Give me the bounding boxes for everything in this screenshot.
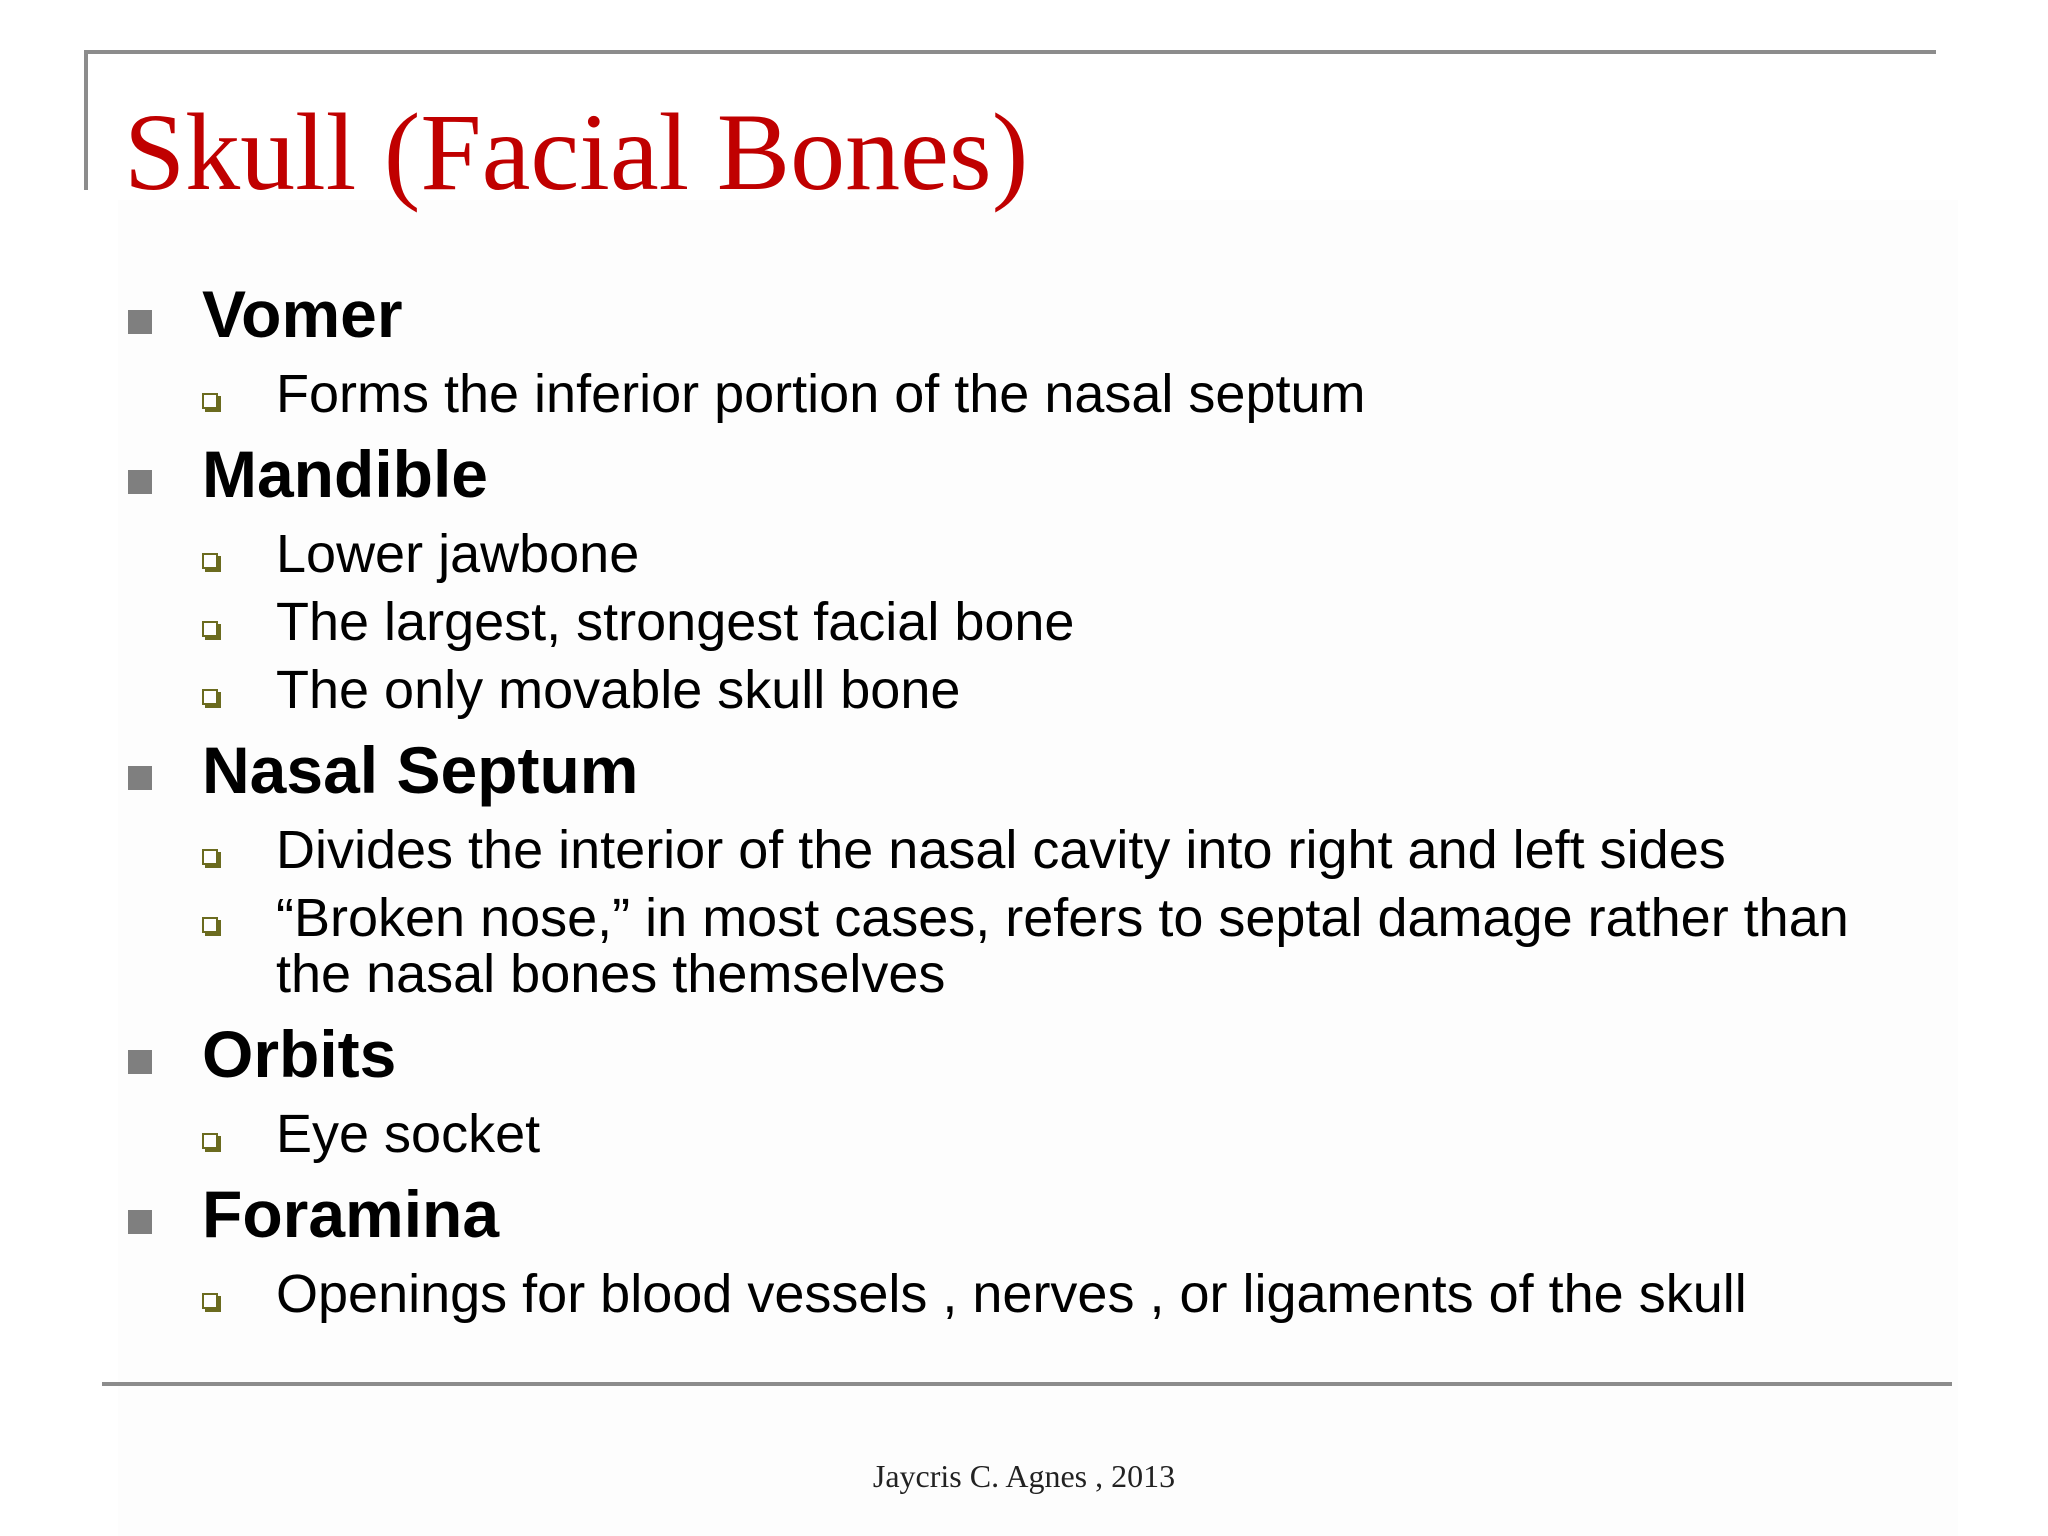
sub-bullet: [124, 662, 1924, 718]
left-rule: [84, 50, 88, 190]
footer-credit: Jaycris C. Agnes , 2013: [872, 1458, 1176, 1494]
bullet-heading-foramina: [124, 1174, 1924, 1254]
heading-text: Orbits: [202, 1017, 397, 1091]
sub-bullet-text: Forms the inferior portion of the nasal septum: [276, 364, 1366, 424]
hollow-square-bullet-icon: [202, 621, 218, 637]
hollow-square-bullet-icon: [202, 553, 218, 569]
bottom-rule: [102, 1382, 1952, 1386]
hollow-square-bullet-icon: [202, 849, 218, 865]
sub-bullet-text: “Broken nose,” in most cases, refers to septal damage rather than the nasal bones themselves: [276, 888, 1849, 1004]
slide-title: Skull (Facial Bones): [124, 91, 1029, 213]
square-bullet-icon: [128, 766, 152, 790]
square-bullet-icon: [128, 310, 152, 334]
sub-bullet-text: The largest, strongest facial bone: [276, 592, 1075, 652]
sub-bullet-text: Eye socket: [276, 1104, 541, 1164]
slide-body: [124, 270, 1924, 1334]
hollow-square-bullet-icon: [202, 393, 218, 409]
sub-bullet: [124, 1266, 1924, 1322]
square-bullet-icon: [128, 1050, 152, 1074]
heading-text: Mandible: [202, 437, 489, 511]
sub-bullet: [124, 822, 1924, 878]
sub-bullet-text: Openings for blood vessels , nerves , or ligaments of the skull: [276, 1264, 1747, 1324]
sub-bullet-text: Divides the interior of the nasal cavity into right and left sides: [276, 820, 1726, 880]
square-bullet-icon: [128, 470, 152, 494]
sub-bullet: [124, 366, 1924, 422]
sub-bullet: [124, 1106, 1924, 1162]
heading-text: Vomer: [202, 277, 403, 351]
sub-bullet: [124, 594, 1924, 650]
hollow-square-bullet-icon: [202, 689, 218, 705]
sub-bullet-text: The only movable skull bone: [276, 660, 961, 720]
bullet-heading-nasal-septum: [124, 730, 1924, 810]
square-bullet-icon: [128, 1210, 152, 1234]
hollow-square-bullet-icon: [202, 1133, 218, 1149]
sub-bullet-text: Lower jawbone: [276, 524, 640, 584]
heading-text: Nasal Septum: [202, 733, 639, 807]
hollow-square-bullet-icon: [202, 1293, 218, 1309]
bullet-heading-mandible: [124, 434, 1924, 514]
sub-bullet: [124, 890, 1924, 1002]
heading-text: Foramina: [202, 1177, 500, 1251]
bullet-heading-orbits: [124, 1014, 1924, 1094]
sub-bullet: [124, 526, 1924, 582]
hollow-square-bullet-icon: [202, 917, 218, 933]
bullet-heading-vomer: [124, 274, 1924, 354]
top-rule: [84, 50, 1936, 54]
